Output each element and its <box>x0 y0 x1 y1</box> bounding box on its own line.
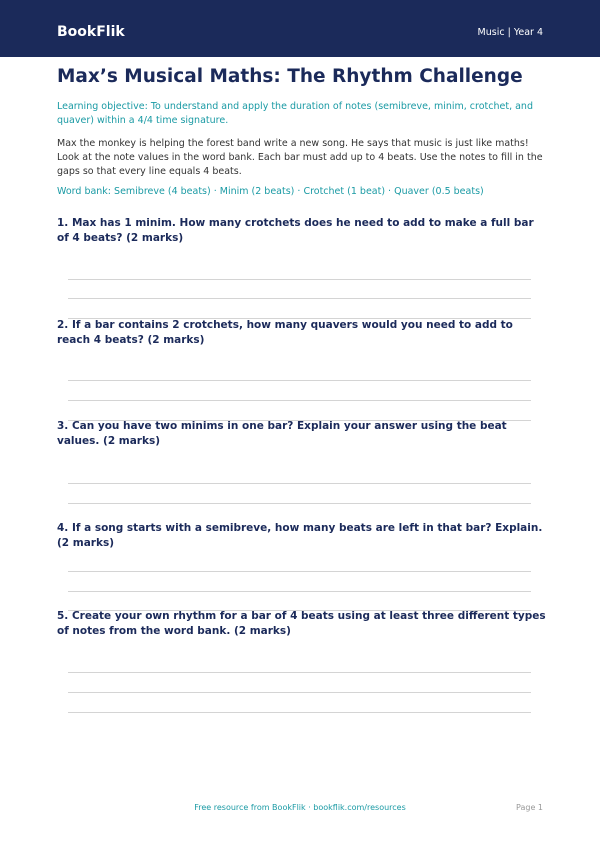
answer-line[interactable] <box>68 591 531 592</box>
answer-line[interactable] <box>68 400 531 401</box>
answer-line[interactable] <box>68 503 531 504</box>
answer-line[interactable] <box>68 279 531 280</box>
brand-logo: BookFlik <box>57 24 125 40</box>
answer-line[interactable] <box>68 712 531 713</box>
answer-line[interactable] <box>68 380 531 381</box>
question-2: 2. If a bar contains 2 crotchets, how many quavers would you need to add to reach 4 beats? (2 marks) <box>57 319 513 346</box>
worksheet-title: Max’s Musical Maths: The Rhythm Challenge <box>57 66 523 87</box>
question-5: 5. Create your own rhythm for a bar of 4 beats using at least three different types of notes from the word bank. (2 marks) <box>57 610 546 637</box>
answer-line[interactable] <box>68 571 531 572</box>
intro-paragraph: Max the monkey is helping the forest band write a new song. He says that music is just like maths! Look at the note values in the word bank. Each bar must add up to 4 beats. Use the notes to fill in the gaps so that every line equals 4 beats. <box>57 138 543 177</box>
answer-line[interactable] <box>68 672 531 673</box>
footer-resource-link[interactable]: Free resource from BookFlik · bookflik.com/resources <box>194 803 406 812</box>
answer-line[interactable] <box>68 298 531 299</box>
answer-line[interactable] <box>68 483 531 484</box>
page-number: Page 1 <box>516 803 543 812</box>
learning-objective: Learning objective: To understand and apply the duration of notes (semibreve, minim, crotchet, and quaver) within a 4/4 time signature. <box>57 101 533 126</box>
word-bank: Word bank: Semibreve (4 beats) · Minim (2 beats) · Crotchet (1 beat) · Quaver (0.5 beats) <box>57 186 484 197</box>
header-bar <box>0 0 600 57</box>
question-4: 4. If a song starts with a semibreve, how many beats are left in that bar? Explain. (2 marks) <box>57 522 543 549</box>
subject-year-label: Music | Year 4 <box>477 27 543 38</box>
question-1: 1. Max has 1 minim. How many crotchets does he need to add to make a full bar of 4 beats? (2 marks) <box>57 217 534 244</box>
answer-line[interactable] <box>68 692 531 693</box>
question-3: 3. Can you have two minims in one bar? Explain your answer using the beat values. (2 marks) <box>57 420 507 447</box>
